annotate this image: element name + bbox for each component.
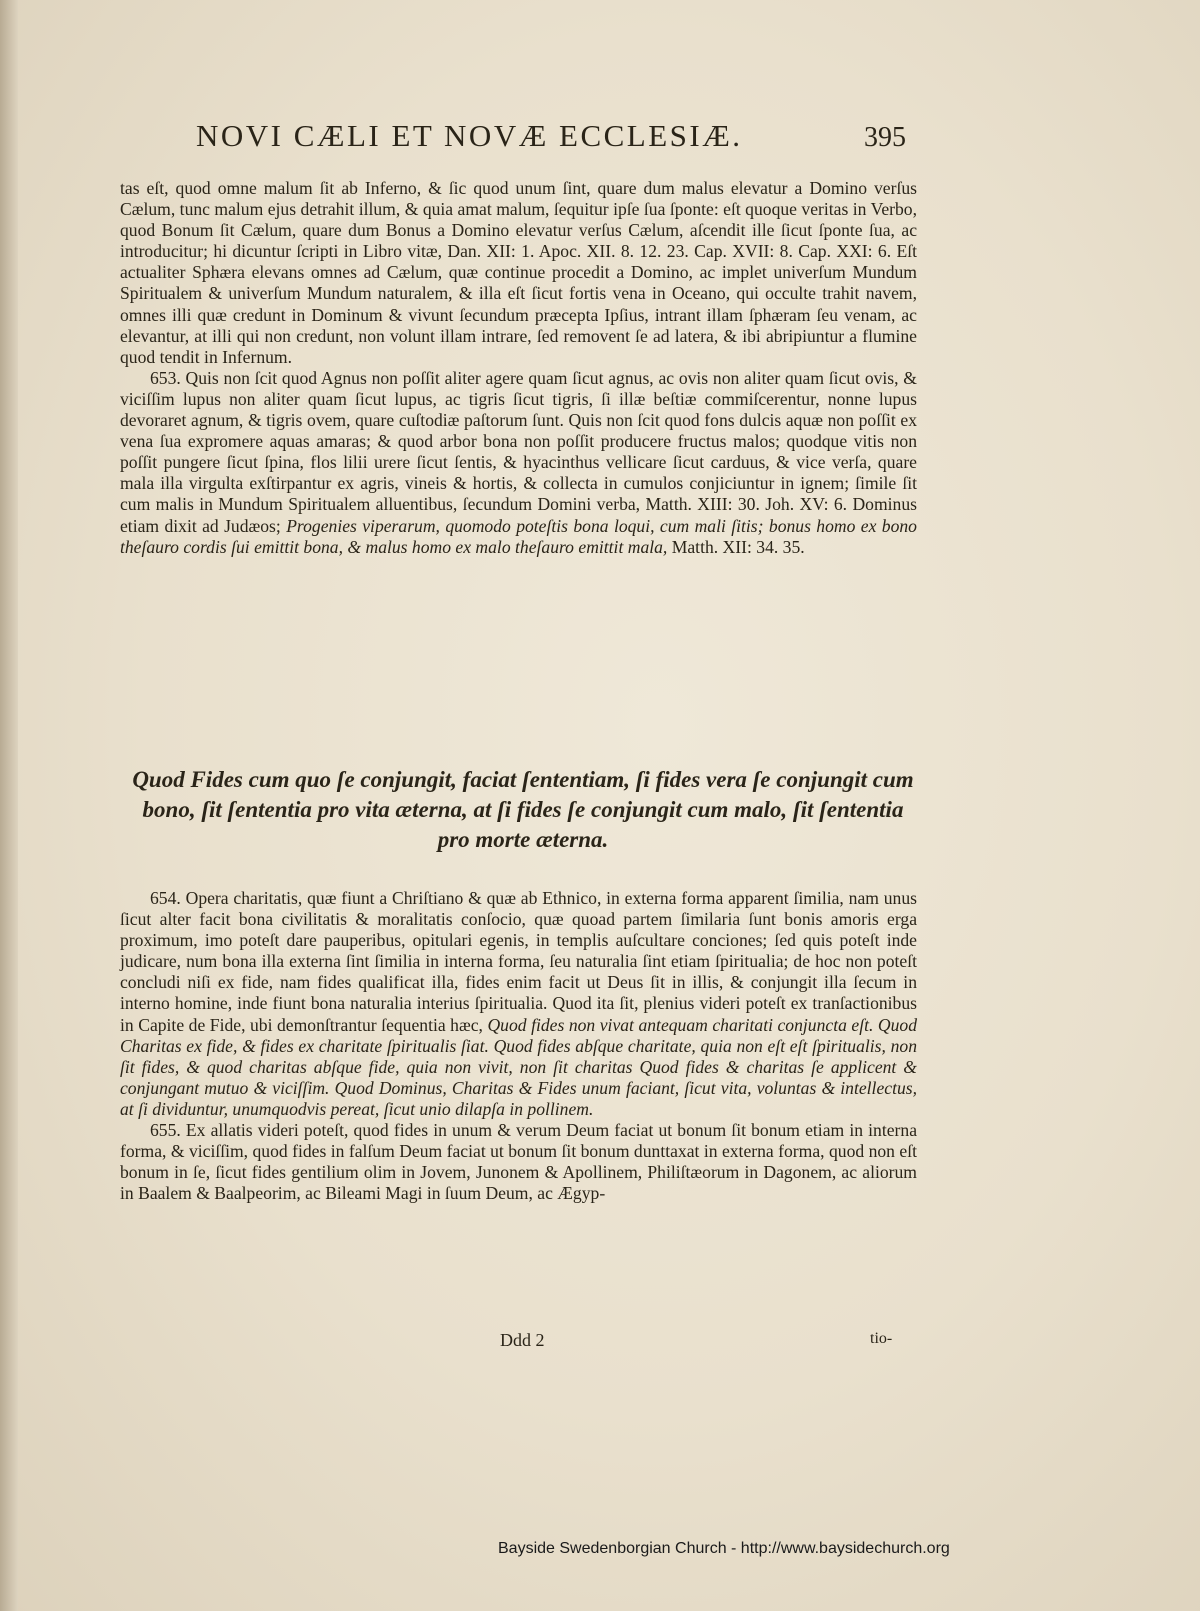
continuation-paragraph: tas eſt, quod omne malum ſit ab Inferno, & ſic quod unum ſint, quare dum malus elevatur a Domino verſus Cælum, tunc malum ejus detrahit illum, & quia amat malum, ſequitur ipſe ſua ſponte: eſt quoque veritas in Verbo, quod Bonum ſit Cælum, quare dum Bonus a Domino elevatur verſus Cælum, aſcendit ille ſicut ſponte ſua, ac introducitur; hi dicuntur ſcripti in Libro vitæ, Dan. XII: 1. Apoc. XII. 8. 12. 23. Cap. XVII: 8. Cap. XXI: 6. Eſt actualiter Sphæra elevans omnes ad Cælum, quæ continue procedit a Domino, ac implet univerſum Mundum Spiritualem & univerſum Mundum naturalem, & illa eſt ſicut fortis vena in Oceano, qui occulte trahit navem, omnes illi quæ credunt in Dominum & vivunt ſecundum præcepta Ipſius, intrant illam ſphæram ſeu venam, ac elevantur, at illi qui non credunt, non volunt illam intrare, ſed removent ſe ad latera, & ibi abripiuntur a flumine quod tendit in Infernum. — [120, 178, 917, 367]
paragraph-654-theses: Quod fides non vivat antequam charitati conjuncta eſt. Quod Charitas ex fide, & fides ex charitate ſpiritualis ſiat. Quod fides abſque charitate, quia non eſt eſt ſpiritualis, non ſit fides, & quod charitas abſque fide, quia non vivit, non ſit charitas Quod fides & charitas ſe applicent & conjungant mutuo & viciſſim. Quod Dominus, Charitas & Fides unum faciant, ſicut vita, voluntas & intellectus, at ſi dividuntur, unumquodvis pereat, ſicut unio dilapſa in pollinem. — [120, 1014, 917, 1119]
paragraph-654-text: 654. Opera charitatis, quæ fiunt a Chriſtiano & quæ ab Ethnico, in externa forma apparent ſimilia, nam unus ſicut alter facit bona civilitatis & moralitatis conſocio, quæ quoad partem ſimilaria ſunt bonis amoris erga proximum, imo poteſt dare pauperibus, opitulari egenis, in templis auſcultare conciones; ſed quis poteſt inde judicare, num bona illa externa ſint ſimilia in interna forma, ſeu naturalia ſint etiam ſpiritualia; de hoc non poteſt concludi niſi ex fide, nam fides qualificat illa, fides enim facit ut Deus ſit in illis, & conjungit illa ſecum in interno homine, inde fiunt bona naturalia interius ſpiritualia. Quod ita ſit, plenius videri poteſt ex tranſactionibus in Capite de Fide, ubi demonſtrantur ſequentia hæc, — [120, 888, 917, 1035]
paragraph-655: 655. Ex allatis videri poteſt, quod fides in unum & verum Deum faciat ut bonum ſit bonum etiam in interna forma, & viciſſim, quod fides in falſum Deum faciat ut bonum ſit bonum dunttaxat in externa forma, quod non eſt bonum in ſe, ſicut fides gentilium olim in Jovem, Junonem & Apollinem, Philiſtæorum in Dagonem, ac aliorum in Baalem & Baalpeorim, ac Bileami Magi in ſuum Deum, ac Ægyp- — [120, 1120, 917, 1204]
catchword: tio- — [870, 1330, 893, 1347]
page-number: 395 — [864, 122, 906, 153]
watermark-credit: Bayside Swedenborgian Church - http://www.baysidechurch.org — [498, 1540, 950, 1557]
page-gutter — [0, 0, 18, 1611]
body-text-lower — [120, 888, 917, 1204]
page-header — [196, 118, 1126, 166]
signature-mark: Ddd 2 — [500, 1330, 545, 1350]
paragraph-653-text: 653. Quis non ſcit quod Agnus non poſſit aliter agere quam ſicut agnus, ac ovis non aliter quam ſicut ovis, & viciſſim lupus non aliter quam ſicut lupus, ac tigris ſicut tigris, ſi illæ beſtiæ commiſcerentur, nonne lupus devoraret agnum, & tigris ovem, quare cuſtodiæ paſtorum ſunt. Quis non ſcit quod fons dulcis aquæ non poſſit ex vena ſua expromere aquas amaras; & quod arbor bona non poſſit producere fructus malos; quodque vitis non poſſit pungere ſicut ſpina, flos lilii urere ſicut ſentis, & hyacinthus vellicare ſicut carduus, & vice verſa, quare mala illa virgulta exſtirpantur ex agris, vineis & hortis, & collecta in cumulos conjiciuntur in ignem; ſimile ſit cum malis in Mundum Spiritualem alluentibus, ſecundum Domini verba, Matth. XIII: 30. Joh. XV: 6. Dominus etiam dixit ad Judæos; — [120, 367, 917, 536]
paragraph-653 — [120, 368, 917, 558]
body-text-upper — [120, 178, 917, 558]
running-title: NOVI CÆLI ET NOVÆ ECCLESIÆ. — [196, 118, 743, 153]
paragraph-653-quotation: Progenies viperarum, quomodo poteſtis bona loqui, cum mali ſitis; bonus homo ex bono theſauro cordis ſui emittit bona, & malus homo ex malo theſauro emittit mala, — [120, 515, 917, 557]
section-heading: Quod Fides cum quo ſe conjungit, faciat ſententiam, ſi fides vera ſe conjungit cum bono, ſit ſententia pro vita æterna, at ſi fides ſe conjungit cum malo, ſit ſententia pro morte æterna. — [132, 767, 914, 852]
paragraph-653-reference: Matth. XII: 34. 35. — [671, 536, 805, 557]
paragraph-654 — [120, 888, 917, 1120]
